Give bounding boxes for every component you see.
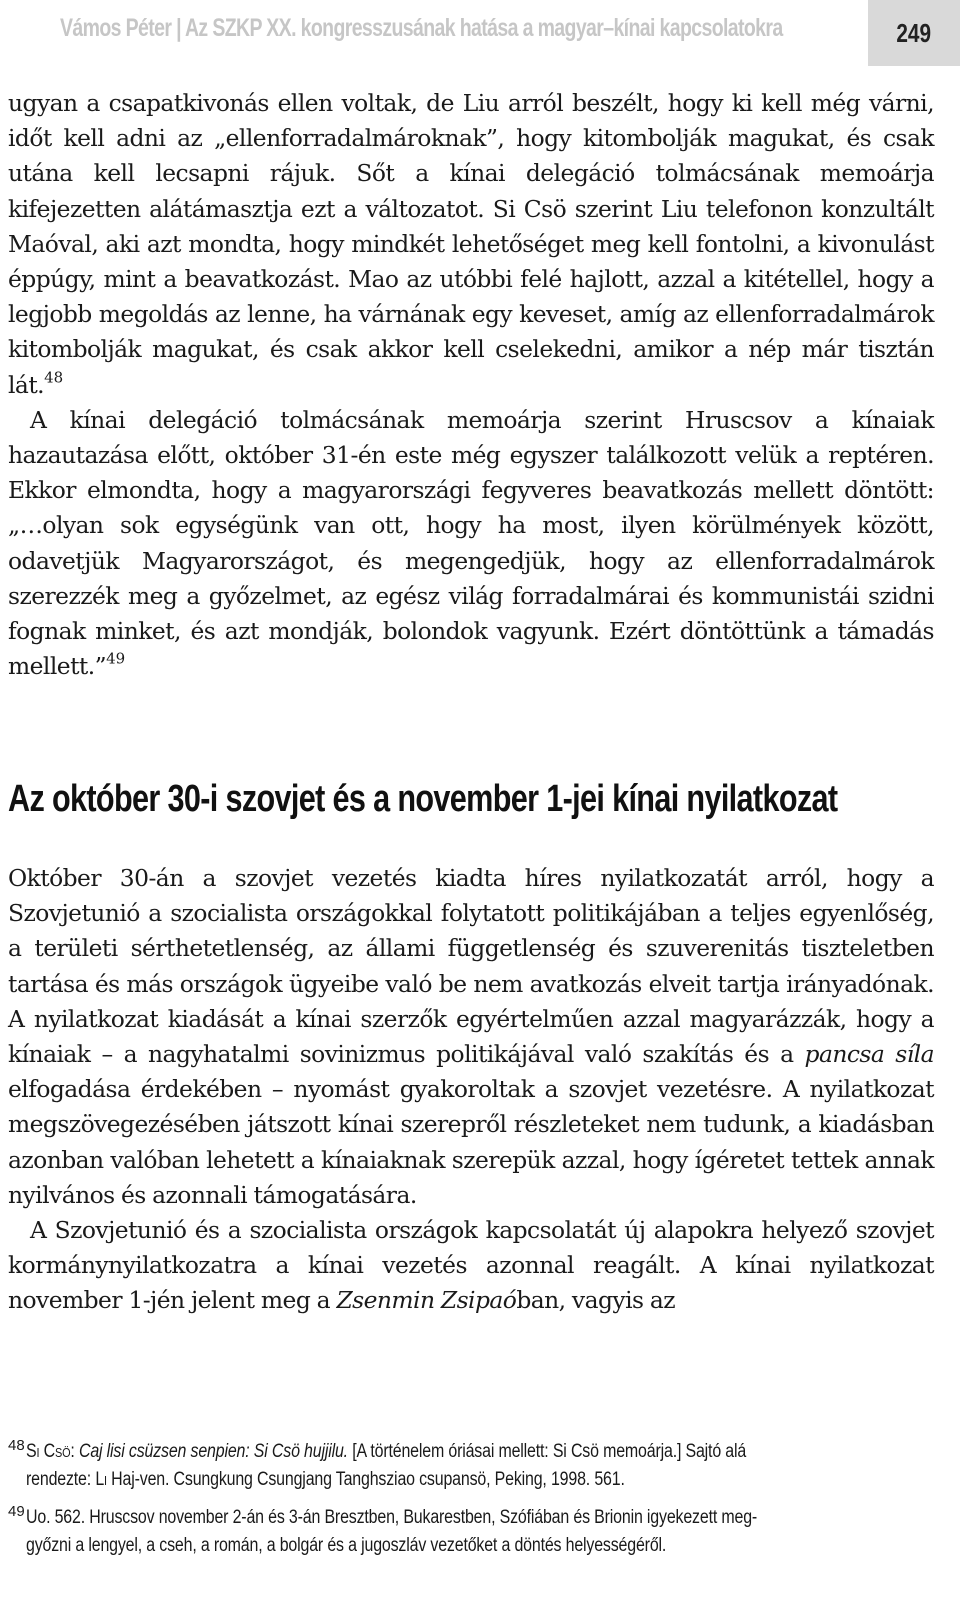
footnote-48-title: Caj lisi csüzsen senpien: Si Csö hujjilu. bbox=[78, 1441, 348, 1462]
footnote-48-number: 48 bbox=[8, 1437, 25, 1454]
footnote-ref-48[interactable]: 48 bbox=[44, 368, 64, 387]
page-number-box bbox=[868, 0, 960, 66]
footnote-48-author: Si Csö: bbox=[26, 1441, 75, 1462]
paragraph-3 bbox=[8, 861, 934, 1213]
paragraph-4 bbox=[8, 1213, 934, 1319]
footnote-48-editor: Li bbox=[95, 1469, 107, 1490]
page-number: 249 bbox=[896, 17, 932, 48]
paragraph-4-text-a: A Szovjetunió és a szocialista országok kapcsolatát új alapokra helyező szovjet kormánynyilatkozatra a kínai vezetés azonnal reagált. A kínai nyilatkozat november 1-jén jelent meg a bbox=[8, 1216, 934, 1315]
footnote-48-line-2-rest: Haj-ven. Csungkung Csungjang Tanghsziao csupansö, Peking, 1998. 561. bbox=[111, 1469, 625, 1490]
footnote-48-prefix: rendezte: bbox=[26, 1469, 92, 1490]
paragraph-3-italic: pancsa síla bbox=[804, 1040, 934, 1069]
paragraph-4-italic: Zsenmin Zsipaó bbox=[336, 1286, 517, 1315]
footnote-48-line-2 bbox=[26, 1466, 789, 1494]
section-heading: Az október 30-i szovjet és a november 1-jei kínai nyilatkozat bbox=[8, 778, 838, 820]
paragraph-1-text: ugyan a csapatkivonás ellen voltak, de Liu arról beszélt, hogy ki kell még várni, időt kell adni az „ellenforradalmároknak”, hogy kitombolják magukat, és csak utána kell lecsapni rájuk. Sőt a kínai delegáció tolmácsának memoárja kifejezetten alátámasztja ezt a változatot. Si Csö szerint Liu telefonon konzultált Maóval, aki azt mondta, hogy mindkét lehetőséget meg kell fontolni, a kivonulást éppúgy, mint a beavatkozást. Mao az utóbbi felé hajlott, azzal a kitétellel, hogy a legjobb megoldás az lenne, ha várnának egy keveset, amíg az ellenforradalmárok kitombolják magukat, és csak akkor kell cselekedni, amikor a nép már tisztán lát. bbox=[8, 89, 934, 399]
footnote-48-line-1 bbox=[26, 1438, 789, 1466]
footnote-49-number: 49 bbox=[8, 1503, 25, 1520]
footnote-49 bbox=[8, 1504, 934, 1560]
body-text-top bbox=[8, 86, 934, 684]
footnote-49-line-2: győzni a lengyel, a cseh, a román, a bolgár és a jugoszláv vezetőket a döntés helyességéről. bbox=[26, 1535, 667, 1556]
footnote-48 bbox=[8, 1438, 934, 1494]
running-head: Vámos Péter | Az SZKP XX. kongresszusának hatása a magyar–kínai kapcsolatokra bbox=[60, 14, 783, 42]
paragraph-3-text-a: Október 30-án a szovjet vezetés kiadta híres nyilatkozatát arról, hogy a Szovjetunió a szocialista országokkal folytatott politikájában a teljes egyenlőség, a területi sérthetetlenség, az állami függetlenség és szuverenitás tiszteletben tartása és más országok ügyeibe való be nem avatkozás elveit tartja irányadónak. A nyilatkozat kiadását a kínai szerzők egyértelműen azzal magyarázzák, hogy a kínaiak – a nagyhatalmi sovinizmus politikájával való szakítás és a bbox=[8, 864, 934, 1069]
paragraph-2 bbox=[8, 403, 934, 685]
footnotes bbox=[8, 1438, 934, 1570]
body-text-bottom bbox=[8, 861, 934, 1319]
paragraph-3-text-b: elfogadása érdekében – nyomást gyakoroltak a szovjet vezetésre. A nyilatkozat megszövegezésében játszott kínai szerepről részleteket nem tudunk, a kiadásban azonban valóban lehetett a kínaiaknak szerepük azzal, hogy ígéretet tettek annak nyilvános és azonnali támogatására. bbox=[8, 1075, 934, 1209]
footnote-49-line-1: Uo. 562. Hruscsov november 2-án és 3-án Bresztben, Bukarestben, Szófiában és Brionin igyekezett meg- bbox=[26, 1507, 758, 1528]
paragraph-2-text: A kínai delegáció tolmácsának memoárja szerint Hruscsov a kínaiak hazautazása előtt, október 31-én este még egyszer találkozott velük a reptéren. Ekkor elmondta, hogy a magyarországi fegyveres beavatkozás mellett döntött: „…olyan sok egységünk van ott, hogy ha most, ilyen körülmények között, odavetjük Magyarországot, és megengedjük, hogy az ellenforradalmárok szerezzék meg a győzelmet, az egész világ forradalmárai és kommunistái szidni fognak minket, és azt mondják, bolondok vagyunk. Ezért döntöttünk a támadás mellett.” bbox=[8, 405, 934, 681]
paragraph-4-text-b: ban, vagyis az bbox=[516, 1286, 676, 1315]
paragraph-1 bbox=[8, 86, 934, 403]
footnote-ref-49[interactable]: 49 bbox=[106, 649, 126, 668]
footnote-48-rest: [A történelem óriásai mellett: Si Csö memoárja.] Sajtó alá bbox=[352, 1441, 747, 1462]
